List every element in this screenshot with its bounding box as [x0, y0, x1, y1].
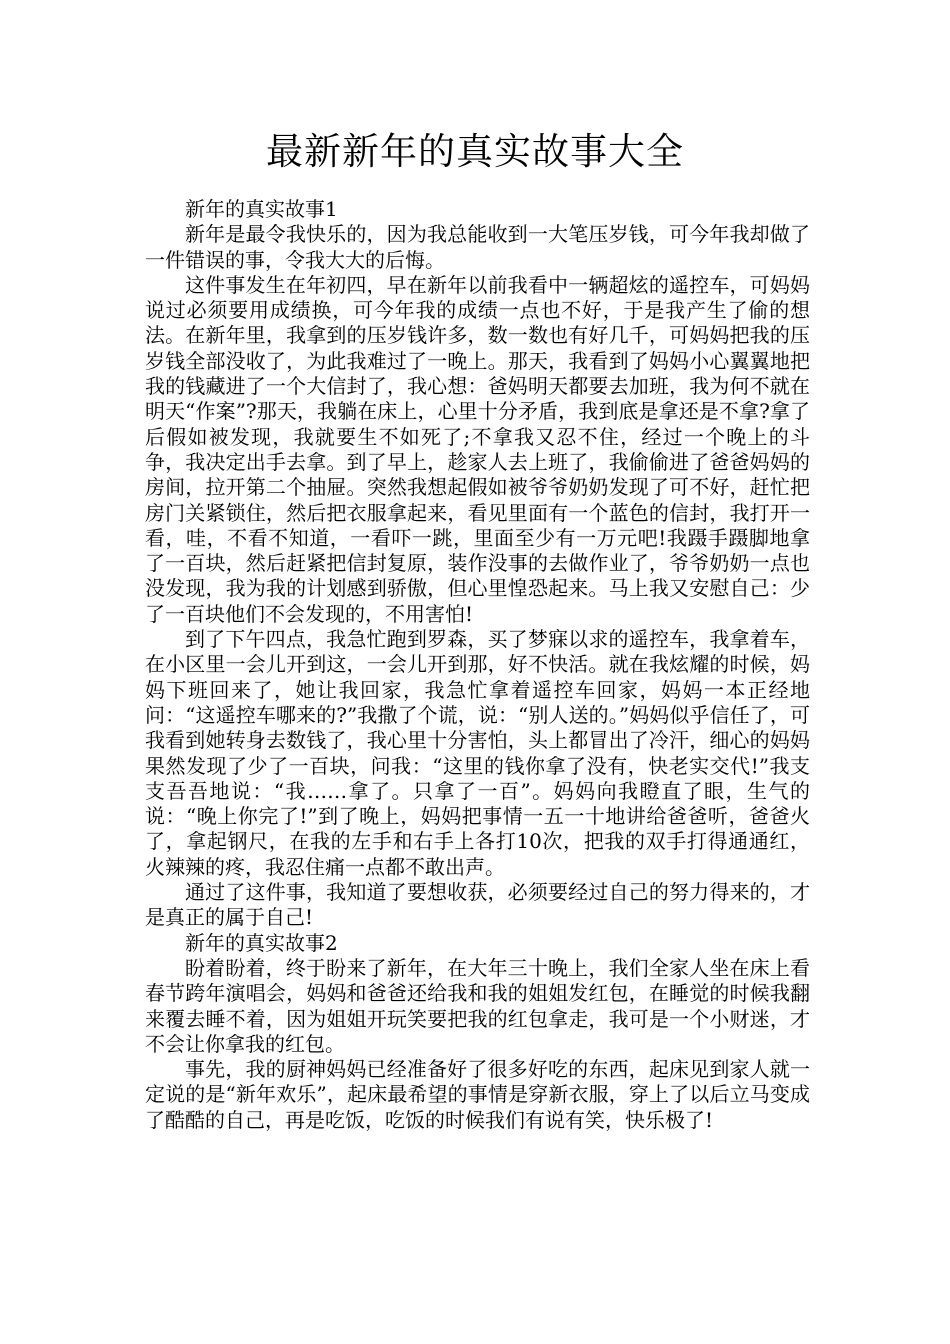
section-heading-1: 新年的真实故事1 — [185, 197, 338, 221]
paragraph: 盼着盼着，终于盼来了新年，在大年三十晚上，我们全家人坐在床上看春节跨年演唱会，妈妈和爸爸还给我和我的姐姐发红包，在睡觉的时候我翻来覆去睡不着，因为姐姐开玩笑要把我的红包拿走，我可是一个小财迷，才不会让你拿我的红包。 — [145, 955, 810, 1056]
paragraph: 事先，我的厨神妈妈已经准备好了很多好吃的东西，起床见到家人就一定说的是“新年欢乐”，起床最希望的事情是穿新衣服，穿上了以后立马变成了酷酷的自己，再是吃饭，吃饭的时候我们有说有笑，快乐极了! — [145, 1057, 810, 1132]
document-title: 最新新年的真实故事大全 — [266, 130, 684, 173]
paragraph: 通过了这件事，我知道了要想收获，必须要经过自己的努力得来的，才是真正的属于自己! — [145, 880, 810, 930]
paragraph: 新年是最令我快乐的，因为我总能收到一大笔压岁钱，可今年我却做了一件错误的事，令我大大的后悔。 — [145, 222, 810, 272]
document-body — [145, 197, 810, 1133]
paragraph: 这件事发生在年初四，早在新年以前我看中一辆超炫的遥控车，可妈妈说过必须要用成绩换，可今年我的成绩一点也不好，于是我产生了偷的想法。在新年里，我拿到的压岁钱许多，数一数也有好几千，可妈妈把我的压岁钱全部没收了，为此我难过了一晚上。那天，我看到了妈妈小心翼翼地把我的钱藏进了一个大信封了，我心想：爸妈明天都要去加班，我为何不就在明天“作案”?那天，我躺在床上，心里十分矛盾，我到底是拿还是不拿?拿了后假如被发现，我就要生不如死了;不拿我又忍不住，经过一个晚上的斗争，我决定出手去拿。到了早上，趁家人去上班了，我偷偷进了爸爸妈妈的房间，拉开第二个抽屉。突然我想起假如被爷爷奶奶发现了可不好，赶忙把房门关紧锁住，然后把衣服拿起来，看见里面有一个蓝色的信封，我打开一看，哇，不看不知道，一看吓一跳，里面至少有一万元吧!我蹑手蹑脚地拿了一百块，然后赶紧把信封复原，装作没事的去做作业了，爷爷奶奶一点也没发现，我为我的计划感到骄傲，但心里惶恐起来。马上我又安慰自己：少了一百块他们不会发现的，不用害怕! — [145, 272, 810, 626]
paragraph: 到了下午四点，我急忙跑到罗森，买了梦寐以求的遥控车，我拿着车，在小区里一会儿开到这，一会儿开到那，好不快活。就在我炫耀的时候，妈妈下班回来了，她让我回家，我急忙拿着遥控车回家，妈妈一本正经地问：“这遥控车哪来的?”我撒了个谎，说：“别人送的。”妈妈似乎信任了，可我看到她转身去数钱了，我心里十分害怕，头上都冒出了冷汗，细心的妈妈果然发现了少了一百块，问我：“这里的钱你拿了没有，快老实交代!”我支支吾吾地说：“我……拿了。只拿了一百”。妈妈向我瞪直了眼，生气的说：“晚上你完了!”到了晚上，妈妈把事情一五一十地讲给爸爸听，爸爸火了，拿起钢尺，在我的左手和右手上各打10次，把我的双手打得通通红，火辣辣的疼，我忍住痛一点都不敢出声。 — [145, 627, 810, 879]
section-heading-2: 新年的真实故事2 — [185, 930, 338, 955]
